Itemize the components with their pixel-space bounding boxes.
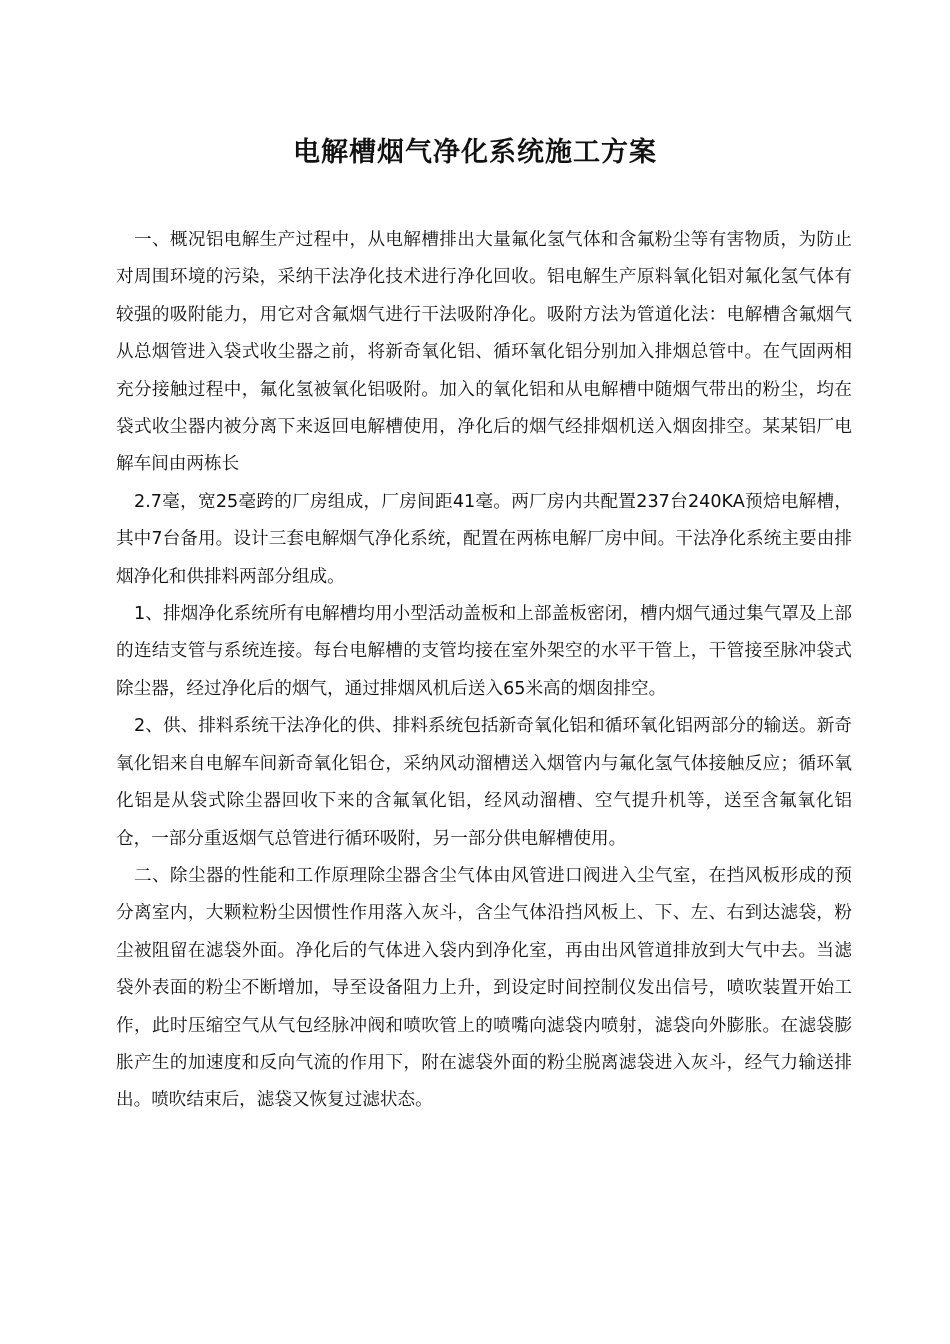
paragraph-feed-system: 2、供、排料系统干法净化的供、排料系统包括新奇氧化铝和循环氧化铝两部分的输送。新奇氧化铝来自电解车间新奇氧化铝仓，采纳风动溜槽送入烟管内与氟化氢气体接触反应；循环氧化铝是从袋式除尘器回收下来的含氟氧化铝，经风动溜槽、空气提升机等，送至含氟氧化铝仓，一部分重返烟气总管进行循环吸附，另一部分供电解槽使用。 — [116, 716, 852, 849]
paragraph-dust-collector: 二、除尘器的性能和工作原理除尘器含尘气体由风管进口阀进入尘气室，在挡风板形成的预分离室内，大颗粒粉尘因惯性作用落入灰斗，含尘气体沿挡风板上、下、左、右到达滤袋，粉尘被阻留在滤袋外面。净化后的气体进入袋内到净化室，再由出风管道排放到大气中去。当滤袋外表面的粉尘不断增加，导至设备阻力上升，到设定时间控制仪发出信号，喷吹装置开始工作，此时压缩空气从气包经脉冲阀和喷吹管上的喷嘴向滤袋内喷射，滤袋向外膨胀。在滤袋膨胀产生的加速度和反向气流的作用下，附在滤袋外面的粉尘脱离滤袋进入灰斗，经气力输送排出。喷吹结束后，滤袋又恢复过滤状态。 — [116, 865, 852, 1111]
document-body — [116, 222, 852, 1120]
paragraph-exhaust-system: 1、排烟净化系统所有电解槽均用小型活动盖板和上部盖板密闭，槽内烟气通过集气罩及上部的连结支管与系统连接。每台电解槽的支管均接在室外架空的水平干管上，干管接至脉冲袋式除尘器，经过净化后的烟气，通过排烟风机后送入65米高的烟囱排空。 — [116, 604, 852, 699]
paragraph-plant-layout: 2.7毫，宽25毫跨的厂房组成，厂房间距41毫。两厂房内共配置237台240KA预焙电解槽，其中7台备用。设计三套电解烟气净化系统，配置在两栋电解厂房中间。干法净化系统主要由排烟净化和供排料两部分组成。 — [116, 491, 852, 587]
paragraph-overview: 一、概况铝电解生产过程中，从电解槽排出大量氟化氢气体和含氟粉尘等有害物质，为防止对周围环境的污染，采纳干法净化技术进行净化回收。铝电解生产原料氧化铝对氟化氢气体有较强的吸附能力，用它对含氟烟气进行干法吸附净化。吸附方法为管道化法：电解槽含氟烟气从总烟管进入袋式收尘器之前，将新奇氧化铝、循环氧化铝分别加入排烟总管中。在气固两相充分接触过程中，氟化氢被氧化铝吸附。加入的氧化铝和从电解槽中随烟气带出的粉尘，均在袋式收尘器内被分离下来返回电解槽使用，净化后的烟气经排烟机送入烟囱排空。某某铝厂电解车间由两栋长 — [116, 230, 852, 475]
document-title: 电解槽烟气净化系统施工方案 — [293, 137, 657, 168]
